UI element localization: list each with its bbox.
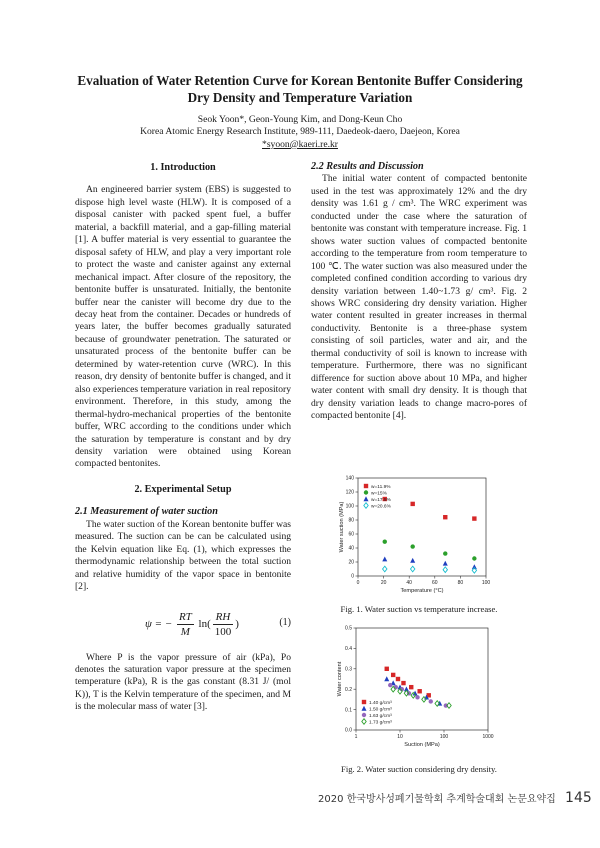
y-tick-label: 0.4 xyxy=(345,646,352,653)
x-tick-label: 1000 xyxy=(482,734,494,740)
subsection-2-2-paragraph: The initial water content of compacted bentonite used in the test was approximately 12% and the dry density was 1.61 g / cm³. The WRC experiment was conducted under the case where the saturation of bentonite was constant with temperature increase. Fig. 1 shows water suction values of compacted bentonite according to the temperature from room temperature to 100 ℃. The water suction was also measured under the completed confined condition according to various dry density variation between 1.40~1.73 g/ cm³. Fig. 2 shows WRC considering dry density variation. Higher water content resulted in greater increases in thermal conductivity. Bentonite is a three-phase system consisting of soil particles, water and air, and the thermal conductivity of soil is known to increase with temperature. Furthermore, there was no significant difference for suction above about 10 MPa, and higher water content with small dry density. It is though that dry density variation leads to change macro-pores of compacted bentonite [4]. xyxy=(311,173,527,422)
x-axis-label: Temperature (°C) xyxy=(400,588,444,594)
intro-heading: 1. Introduction xyxy=(150,162,216,173)
eq-number: (1) xyxy=(279,616,291,628)
eq-close: ) xyxy=(235,617,239,630)
paper-title xyxy=(40,72,560,106)
data-point xyxy=(472,516,476,520)
data-point xyxy=(443,551,447,555)
subsection-2-2-heading: 2.2 Results and Discussion xyxy=(311,161,424,172)
data-point xyxy=(443,515,447,519)
eq-psi: ψ = − xyxy=(145,617,173,630)
data-point xyxy=(472,564,477,569)
y-tick-label: 0 xyxy=(351,573,354,580)
y-tick-label: 0.5 xyxy=(345,625,352,632)
figure-2 xyxy=(328,622,498,758)
data-point xyxy=(472,556,476,560)
legend-marker xyxy=(364,484,368,488)
data-point xyxy=(410,566,414,572)
x-tick-label: 1 xyxy=(354,734,358,740)
fig2-chart xyxy=(328,622,498,758)
y-tick-label: 100 xyxy=(345,503,354,510)
eq-numerator-2: RH xyxy=(213,610,234,625)
figure-2-caption: Fig. 2. Water suction considering dry density. xyxy=(341,764,497,774)
x-tick-label: 100 xyxy=(439,734,449,740)
eq-denominator-2: 100 xyxy=(214,625,232,638)
legend-marker xyxy=(362,700,366,704)
y-tick-label: 0.0 xyxy=(345,727,352,734)
data-point xyxy=(443,561,448,566)
subsection-2-1-paragraph-2: Where P is the vapor pressure of air (kPa), Po denotes the saturation vapor pressure at the specimen temperature (kPa), R is the gas constant (8.31 J/ (mol K)), T is the Kelvin temperature of the specimen, and M is the molecular mass of water [3]. xyxy=(75,651,291,713)
x-tick-label: 10 xyxy=(397,734,403,740)
y-axis-label: Water suction (MPa) xyxy=(339,501,345,553)
legend-marker xyxy=(364,496,369,501)
journal-name: 2020 한국방사성폐기물학회 추계학술대회 논문요약집 xyxy=(318,794,556,805)
legend-label: w=20.6% xyxy=(371,504,391,510)
subsection-2-1-heading: 2.1 Measurement of water suction xyxy=(75,506,218,518)
y-tick-label: 60 xyxy=(348,531,354,538)
page-number: 145 xyxy=(565,790,592,806)
figure-1-caption: Fig. 1. Water suction vs temperature increase. xyxy=(340,604,498,614)
y-axis-label: Water content xyxy=(337,661,343,697)
data-point xyxy=(415,695,419,699)
data-point xyxy=(401,681,405,685)
y-tick-label: 0.1 xyxy=(345,707,352,714)
y-tick-label: 80 xyxy=(348,517,354,524)
figure-1 xyxy=(328,470,498,600)
subsection-2-1-paragraph: The water suction of the Korean bentonite buffer was measured. The suction can be can be calculated using the Kelvin equation like Eq. (1), which expresses the thermodynamic relationship between the total suction and relative humidity of the vapor space in bentonite [2]. xyxy=(75,518,291,593)
left-column xyxy=(75,162,291,714)
eq-ln: ln( xyxy=(198,617,211,630)
data-point xyxy=(383,540,387,544)
legend-marker xyxy=(362,719,366,725)
author-block xyxy=(40,114,560,151)
legend-label: 1.50 g/cm³ xyxy=(369,707,392,713)
eq-denominator: M xyxy=(180,625,190,638)
fig1-chart xyxy=(328,470,498,600)
affiliation: Korea Atomic Energy Research Institute, 989-111, Daedeok-daero, Daejeon, Korea xyxy=(140,126,460,138)
kelvin-equation xyxy=(75,600,291,646)
x-tick-label: 40 xyxy=(406,580,412,586)
data-point xyxy=(443,567,447,573)
legend-marker xyxy=(362,713,366,717)
legend-label: 1.40 g/cm³ xyxy=(369,700,392,706)
data-point xyxy=(385,667,389,671)
y-tick-label: 40 xyxy=(348,545,354,552)
x-tick-label: 20 xyxy=(380,580,387,586)
legend-label: w=15% xyxy=(371,491,387,497)
data-point xyxy=(388,683,392,687)
author-names: Seok Yoon*, Geon-Young Kim, and Dong-Keun Cho xyxy=(197,114,403,125)
data-point xyxy=(429,699,433,703)
data-point xyxy=(410,544,414,548)
legend-marker xyxy=(362,706,367,711)
data-point xyxy=(417,689,421,693)
x-axis-label: Suction (MPa) xyxy=(404,742,440,748)
setup-heading: 2. Experimental Setup xyxy=(134,483,232,495)
x-tick-label: 60 xyxy=(432,580,438,586)
data-point xyxy=(382,557,387,562)
right-column xyxy=(311,162,527,423)
title-line-1: Evaluation of Water Retention Curve for Korean Bentonite Buffer Considering xyxy=(77,73,523,88)
x-tick-label: 100 xyxy=(481,580,491,586)
eq-numerator: RT xyxy=(178,610,192,623)
x-tick-label: 0 xyxy=(356,580,360,586)
data-point xyxy=(383,566,387,572)
legend-label: w=17.5% xyxy=(371,497,391,503)
y-tick-label: 120 xyxy=(345,489,354,496)
title-line-2: Dry Density and Temperature Variation xyxy=(187,90,413,105)
page-footer xyxy=(318,790,592,806)
data-point xyxy=(410,502,414,506)
data-point xyxy=(396,677,400,681)
data-point xyxy=(391,673,395,677)
y-tick-label: 0.2 xyxy=(345,686,352,693)
y-tick-label: 0.3 xyxy=(345,666,352,673)
legend-label: w=11.9% xyxy=(371,484,391,490)
intro-paragraph: An engineered barrier system (EBS) is suggested to dispose high level waste (HLW). It is composed of a disposal canister with packed spent fuel, a buffer material, a backfill material, and a gap-filling material [1]. A buffer material is very essential to guarantee the disposal safety of HLW, and play a very important role to protect the waste and canister against any external mechanical impact. After closure of the repository, the bentonite buffer is unsaturated. Initially, the bentonite buffer near the canister will become dry due to the decay heat from the container. Decades or hundreds of years later, the buffer becomes gradually saturated because of groundwater penetration. The saturated or unsaturated process of the bentonite buffer can be determined by water-retention curve (WRC). In this reason, dry density of bentonite buffer is changed, and it also experiences temperature variation in real repository environment. Therefore, in this study, among the thermal-hydro-mechanical properties of the bentonite buffer, WRC according to the conditions under which the saturation by temperature is constant and by dry density variation were obtained using Korean compacted bentonites. xyxy=(75,184,291,470)
data-point xyxy=(384,676,389,681)
legend-label: 1.63 g/cm³ xyxy=(369,713,392,719)
legend-label: 1.73 g/cm³ xyxy=(369,720,392,726)
x-tick-label: 80 xyxy=(457,580,464,586)
data-point xyxy=(409,685,413,689)
legend-marker xyxy=(364,490,368,494)
legend-marker xyxy=(364,503,368,509)
y-tick-label: 140 xyxy=(345,475,354,482)
y-tick-label: 20 xyxy=(348,559,354,566)
author-email[interactable]: *syoon@kaeri.re.kr xyxy=(262,138,338,150)
data-point xyxy=(410,558,415,563)
